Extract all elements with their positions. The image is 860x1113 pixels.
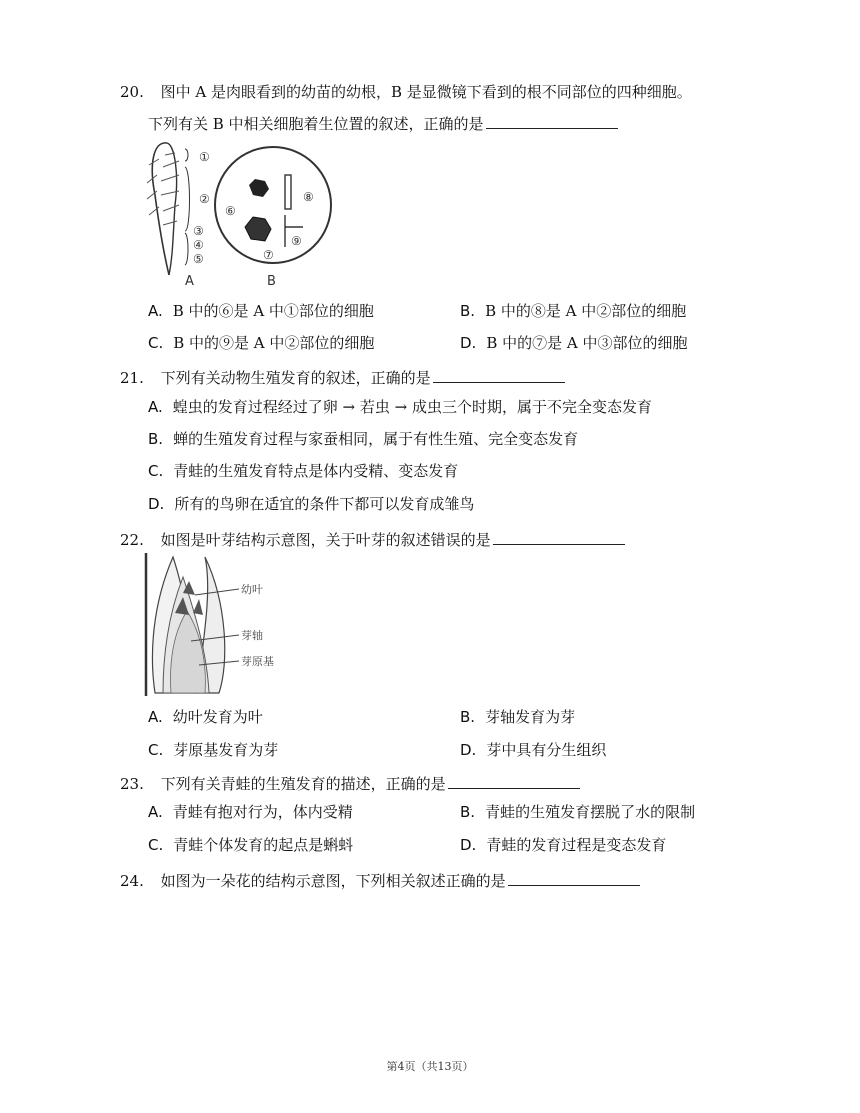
label-4: ④: [193, 238, 204, 252]
label-8: ⑧: [303, 190, 314, 204]
option-20-a[interactable]: A. B 中的⑥是 A 中①部位的细胞: [148, 302, 374, 320]
option-23-b[interactable]: B. 青蛙的生殖发育摆脱了水的限制: [460, 803, 696, 821]
question-20-stem-line2: [148, 112, 618, 135]
question-20-stem: [120, 81, 692, 103]
label-bud-primordium: 芽原基: [241, 655, 274, 668]
question-text: 下列有关青蛙的生殖发育的描述，正确的是: [160, 775, 446, 793]
root-diagram-a: [147, 143, 190, 275]
label-1: ①: [199, 150, 210, 164]
option-22-a[interactable]: A. 幼叶发育为叶: [148, 708, 263, 726]
option-22-d[interactable]: D. 芽中具有分生组织: [460, 741, 607, 759]
question-23-stem: [120, 772, 580, 795]
label-b: B: [267, 274, 276, 289]
question-number: 20.: [120, 83, 144, 101]
option-20-d[interactable]: D. B 中的⑦是 A 中③部位的细胞: [460, 334, 688, 352]
label-3: ③: [193, 224, 204, 238]
option-21-d[interactable]: D. 所有的鸟卵在适宜的条件下都可以发育成雏鸟: [148, 495, 475, 513]
option-22-b[interactable]: B. 芽轴发育为芽: [460, 708, 576, 726]
label-bud-axis: 芽轴: [241, 629, 263, 642]
question-22-stem: [120, 528, 625, 551]
question-number: 23.: [120, 775, 144, 793]
answer-blank[interactable]: [493, 528, 625, 545]
answer-blank[interactable]: [508, 869, 640, 886]
label-7: ⑦: [263, 248, 274, 262]
option-21-b[interactable]: B. 蝉的生殖发育过程与家蚕相同，属于有性生殖、完全变态发育: [148, 430, 579, 448]
label-9: ⑨: [291, 234, 302, 248]
leaf-bud-figure: [143, 553, 293, 698]
page-footer: 第4页（共13页）: [386, 1060, 474, 1073]
option-21-c[interactable]: C. 青蛙的生殖发育特点是体内受精、变态发育: [148, 462, 459, 480]
option-23-c[interactable]: C. 青蛙个体发育的起点是蝌蚪: [148, 836, 354, 854]
label-young-leaf: 幼叶: [241, 583, 263, 596]
answer-blank[interactable]: [433, 366, 565, 383]
question-number: 24.: [120, 872, 144, 890]
question-text: 如图是叶芽结构示意图，关于叶芽的叙述错误的是: [160, 531, 491, 549]
root-cells-figure: [145, 135, 335, 290]
question-text: 如图为一朵花的结构示意图，下列相关叙述正确的是: [160, 872, 506, 890]
option-23-d[interactable]: D. 青蛙的发育过程是变态发育: [460, 836, 667, 854]
question-text: 下列有关动物生殖发育的叙述，正确的是: [160, 369, 431, 387]
bud-outline: [152, 557, 224, 693]
option-23-a[interactable]: A. 青蛙有抱对行为，体内受精: [148, 803, 353, 821]
question-24-stem: [120, 869, 640, 892]
label-2: ②: [199, 192, 210, 206]
label-5: ⑤: [193, 252, 204, 266]
question-21-stem: [120, 366, 565, 389]
option-20-b[interactable]: B. B 中的⑧是 A 中②部位的细胞: [460, 302, 687, 320]
question-number: 22.: [120, 531, 144, 549]
answer-blank[interactable]: [486, 112, 618, 129]
option-22-c[interactable]: C. 芽原基发育为芽: [148, 741, 279, 759]
question-text: 图中 A 是肉眼看到的幼苗的幼根，B 是显微镜下看到的根不同部位的四种细胞。: [160, 83, 692, 101]
question-text: 下列有关 B 中相关细胞着生位置的叙述，正确的是: [148, 115, 484, 133]
question-number: 21.: [120, 369, 144, 387]
label-6: ⑥: [225, 204, 236, 218]
option-20-c[interactable]: C. B 中的⑨是 A 中②部位的细胞: [148, 334, 375, 352]
option-21-a[interactable]: A. 蝗虫的发育过程经过了卵 → 若虫 → 成虫三个时期，属于不完全变态发育: [148, 398, 652, 416]
label-a: A: [185, 274, 194, 289]
answer-blank[interactable]: [448, 772, 580, 789]
